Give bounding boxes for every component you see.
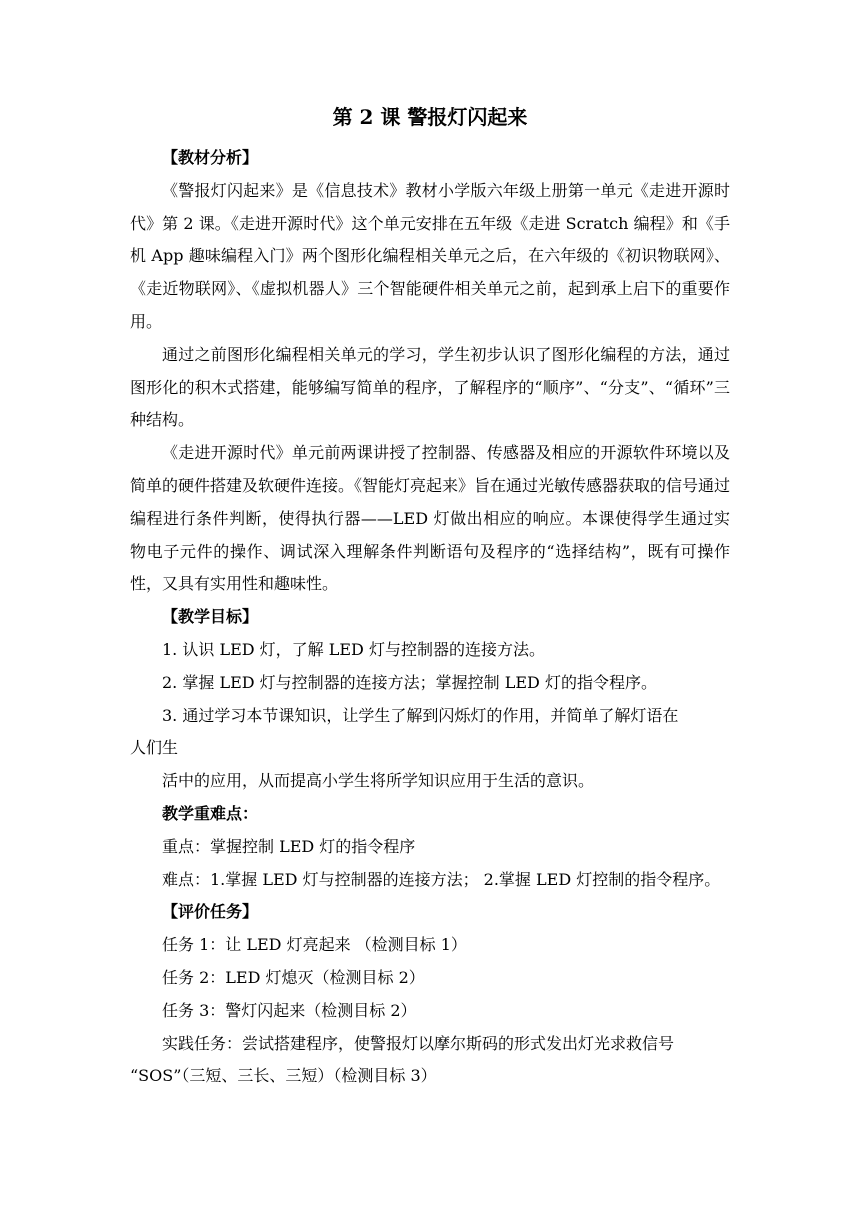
section-heading-keypoints: 教学重难点：	[162, 803, 259, 823]
analysis-paragraph-2: 通过之前图形化编程相关单元的学习，学生初步认识了图形化编程的方法，通过图形化的积木式搭建，能够编写简单的程序，了解程序的“顺序”、“分支”、“循环”三种结构。	[130, 344, 730, 430]
section-heading-analysis: 【教材分析】	[162, 148, 259, 167]
task-item-1: 任务 1：让 LED 灯亮起来 （检测目标 1）	[162, 935, 467, 955]
goal-item-3-line-2: 人们生	[130, 738, 179, 758]
goal-item-3-line-1: 3. 通过学习本节课知识，让学生了解到闪烁灯的作用，并简单了解灯语在	[162, 705, 679, 725]
keypoint-line: 重点：掌握控制 LED 灯的指令程序	[162, 836, 416, 856]
difficulty-line: 难点：1.掌握 LED 灯与控制器的连接方法； 2.掌握 LED 灯控制的指令程序。	[162, 869, 721, 889]
section-heading-goals: 【教学目标】	[162, 607, 259, 627]
task-item-3: 任务 3：警灯闪起来（检测目标 2）	[162, 1000, 417, 1020]
task-item-2: 任务 2：LED 灯熄灭（检测目标 2）	[162, 967, 425, 987]
goal-item-2: 2. 掌握 LED 灯与控制器的连接方法；掌握控制 LED 灯的指令程序。	[162, 672, 657, 692]
section-heading-tasks: 【评价任务】	[162, 902, 259, 922]
goal-item-1: 1. 认识 LED 灯，了解 LED 灯与控制器的连接方法。	[162, 639, 545, 659]
goal-item-3-line-3: 活中的应用，从而提高小学生将所学知识应用于生活的意识。	[162, 771, 595, 791]
analysis-paragraph-1: 《警报灯闪起来》是《信息技术》教材小学版六年级上册第一单元《走进开源时代》第 2 课。《走进开源时代》这个单元安排在五年级《走进 Scratch 编程》和《手机 App 趣味编程入门》两个图形化编程相关单元之后，在六年级的《初识物联网》、《走近物联网》、《虚拟机器人》三个智能硬件相关单元之前，起到承上启下的重要作用。	[130, 180, 730, 331]
practice-task-line-2: “SOS”（三短、三长、三短）（检测目标 3）	[130, 1066, 437, 1086]
practice-task-line-1: 实践任务：尝试搭建程序，使警报灯以摩尔斯码的形式发出灯光求救信号	[162, 1033, 675, 1053]
document-body	[130, 142, 730, 1093]
lesson-title: 第 2 课 警报灯闪起来	[332, 105, 528, 129]
analysis-paragraph-3: 《走进开源时代》单元前两课讲授了控制器、传感器及相应的开源软件环境以及简单的硬件搭建及软硬件连接。《智能灯亮起来》旨在通过光敏传感器获取的信号通过编程进行条件判断，使得执行器——LED 灯做出相应的响应。本课使得学生通过实物电子元件的操作、调试深入理解条件判断语句及程序的“选择结构”，既有可操作性，又具有实用性和趣味性。	[130, 443, 731, 594]
